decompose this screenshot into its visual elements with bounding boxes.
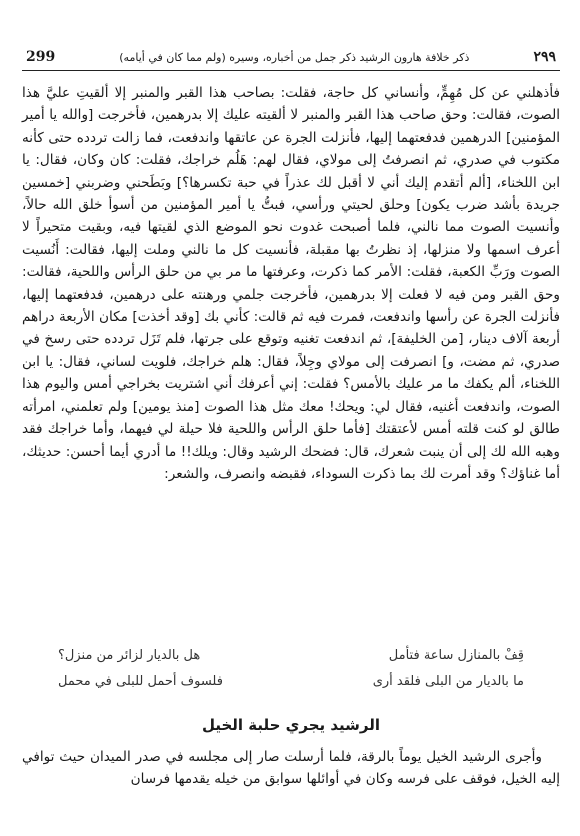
- poem-verse-1: [22, 642, 560, 668]
- body-paragraph: فأذهلني عن كل مُهِمٍّ، وأنساني كل حاجة، فقلت: بصاحب هذا القبر والمنبر إلا ألقيتِ عليَّ هذا الصوت، فقالت: وحق صاحب هذا القبر والمنبر لا ألقيته عليك إلا بدرهمين، فأخرجت [والله يا أمير المؤمنين] الدرهمين فدفعتهما إليها، فأنزلت الجرة عن عاتقها واندفعت، فما زالت تردده حتى كأنه مكتوب في صدري، ثم انصرفتُ إلى مولاي، فقال لهم: هَلُم خراجك، فقلت: كان وكان، فقال: يا ابن اللخناء، [ألم أتقدم إليك أني لا أقبل لك عذراً في حبة تكسرها؟] وبَطَحني وضربني [خمسين جريدة بأشد ضرب يكون] وحلق لحيتي ورأسي، فبتُّ يا أمير المؤمنين من أسوأ خلق الله حالاً، وأنسيت الصوت مما نالني، فلما أصبحت غدوت نحو الموضع الذي لقيتها فيه، وبقيت متحيراً لا أعرف اسمها ولا منزلها، إذ نظرتُ بها مقبلة، فأنسيت كل ما نالني وملت إليها، فقالت: أَنُسيت الصوت ورَبِّ الكعبة، فقلت: الأمر كما ذكرت، وعرفتها ما مر بي من حلق الرأس واللحية، فقالت: وحق القبر ومن فيه لا فعلت إلا بدرهمين، فأخرجت جلمي ورهنته على درهمين، فدفعتهما إليها، فأنزلت الجرة عن رأسها واندفعت، فمرت فيه ثم قالت: كأني بك [وقد أخذت] مكان الأربعة دراهم أربعة آلاف دينار، [من الخليفة]، ثم اندفعت تغنيه وتوقع على جرتها، فلم تَزَل تردده حتى رسخ في صدري، ثم مضت، و] انصرفت إلى مولاي وجِلاً، فقال: هلم خراجك، فلويت لساني، فقال: يا ابن اللخناء، ألم يكفك ما مر عليك بالأمس؟ فقلت: إني أعرفك أني اشتريت بخراجي أمس واليوم هذا الصوت، واندفعت أغنيه، فقال لي: ويحك! معك مثل هذا الصوت [منذ يومين] ولم تعلمني، امرأته طالق لو كنت قلته أمس لأعتقتك [فأما حلق الرأس واللحية فلا حيلة لي فيهما، وأما خراجك فقد وهبه الله لك إلى أن ينبت شعرك، قال: فضحك الرشيد وقال: ويلك!! ما أدري أيما أحسن: حديثك، أما غناؤك؟ وقد أمرت لك بما ذكرت السوداء، فقبضه وانصرف، والشعر:: [22, 85, 560, 482]
- header-rule: [22, 70, 560, 71]
- running-title: ذكر خلافة هارون الرشيد ذكر جمل من أخباره، وسيره (ولم مما كان في أيامه): [119, 50, 470, 64]
- main-text: [22, 82, 560, 485]
- page-number-arabic: ٢٩٩: [533, 49, 556, 65]
- section-text: [22, 746, 560, 791]
- verse-2-first-hemistich: ما بالديار من البلى فلقد أرى: [372, 673, 524, 689]
- section-heading: الرشيد يجري حلبة الخيل: [201, 716, 381, 734]
- verse-2-second-hemistich: فلسوف أحمل للبلى في محمل: [58, 673, 223, 689]
- poem-verse-2: [22, 668, 560, 694]
- verse-1-first-hemistich: قِفْ بالمنازل ساعة فتأمل: [388, 647, 524, 663]
- page-number-latin: 299: [26, 49, 56, 65]
- poem: [22, 642, 560, 694]
- section-paragraph: وأجرى الرشيد الخيل يوماً بالرقة، فلما أرسلت صار إلى مجلسه في صدر الميدان حيث توافي إليه الخيل، فوقف على فرسه وكان في أوائلها سوابق من خيله يقدمها فرسان: [22, 749, 560, 788]
- verse-1-second-hemistich: هل بالديار لزائر من منزل؟: [58, 647, 201, 663]
- page-header: [22, 46, 560, 68]
